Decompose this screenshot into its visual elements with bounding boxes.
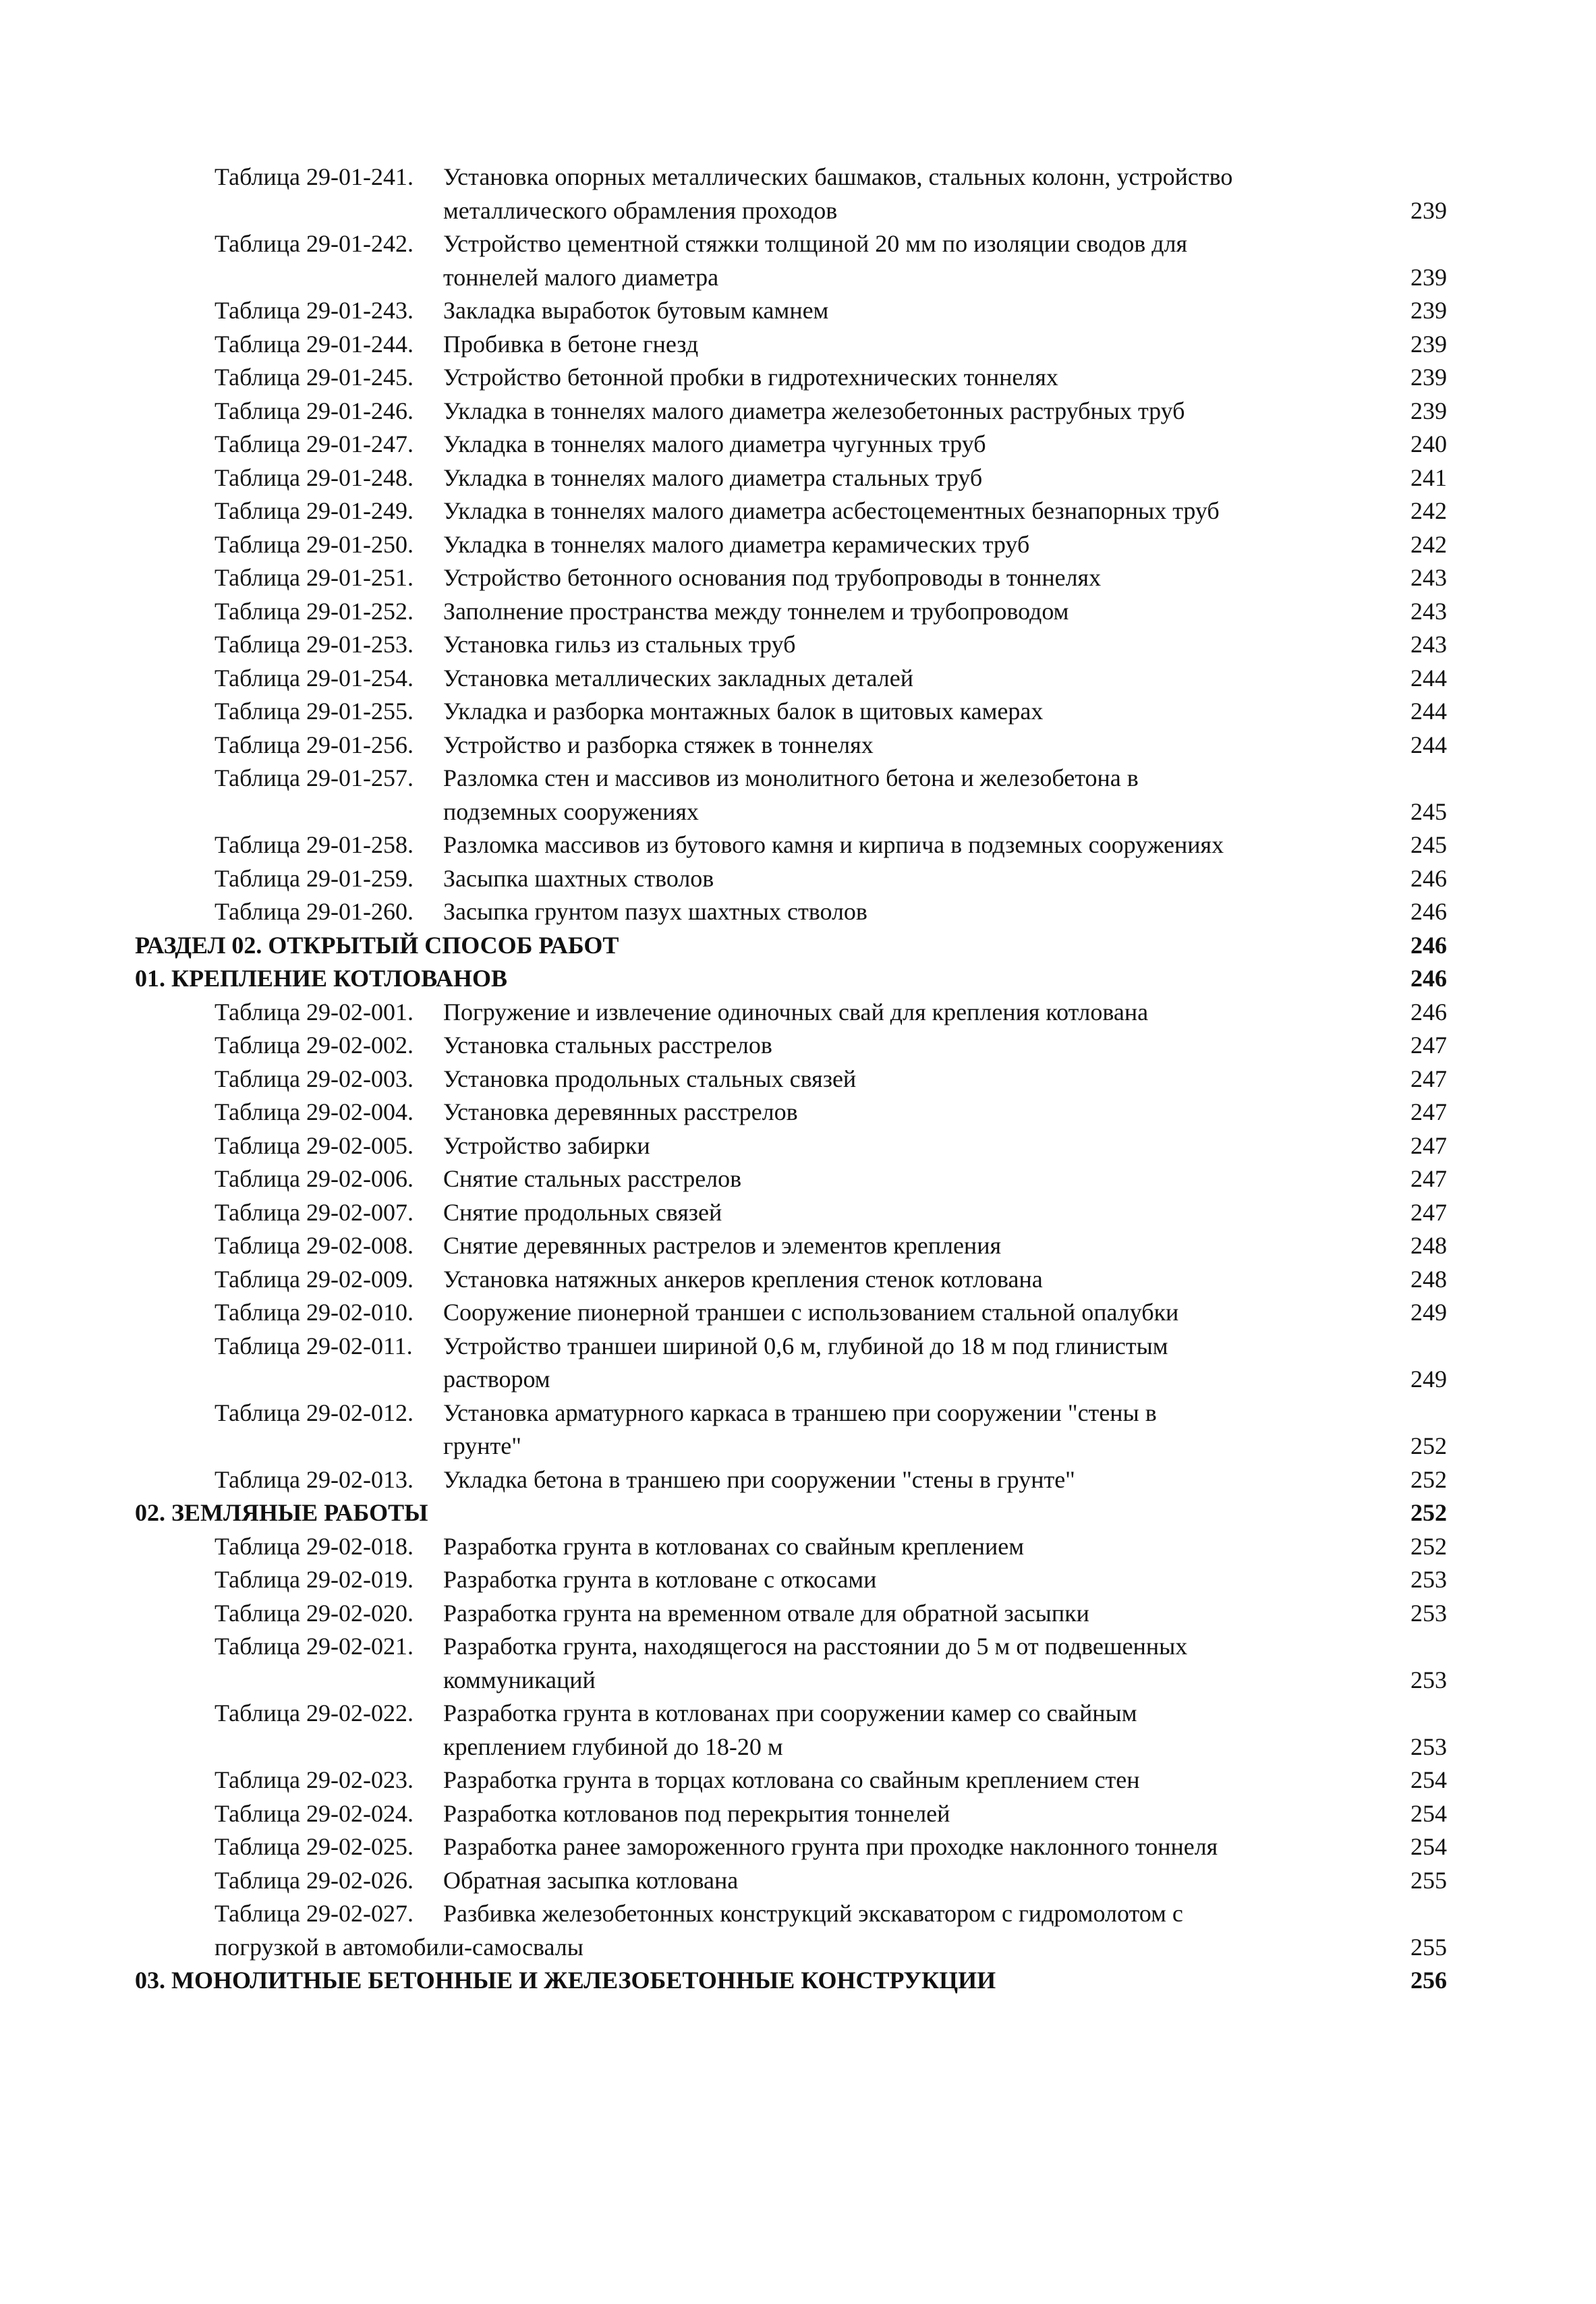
page-number: 248 [1410, 1265, 1447, 1293]
table-number: Таблица 29-02-021. [215, 1633, 414, 1660]
entry-title: Устройство траншеи шириной 0,6 м, глубиной до 18 м под глинистым [443, 1332, 1168, 1359]
table-number: Таблица 29-02-020. [215, 1599, 414, 1627]
entry-title: Устройство забирки [443, 1131, 650, 1159]
toc-entry[interactable] [0, 395, 1596, 428]
page-number: 239 [1410, 397, 1447, 424]
toc-entry[interactable] [0, 729, 1596, 762]
entry-title: Снятие стальных расстрелов [443, 1165, 742, 1192]
table-number: Таблица 29-01-253. [215, 631, 414, 658]
table-number: Таблица 29-02-012. [215, 1399, 414, 1426]
toc-entry[interactable] [0, 528, 1596, 562]
page-number: 244 [1410, 731, 1447, 758]
page-number: 239 [1410, 330, 1447, 358]
entry-title: Укладка в тоннелях малого диаметра керамических труб [443, 530, 1030, 558]
toc-entry[interactable] [0, 996, 1596, 1030]
table-number: Таблица 29-02-022. [215, 1699, 414, 1726]
page-number: 246 [1410, 965, 1447, 992]
entry-title: раствором [443, 1366, 550, 1393]
toc-entry-continuation [0, 1430, 1596, 1463]
table-number: Таблица 29-02-003. [215, 1065, 414, 1092]
page-number: 245 [1410, 797, 1447, 825]
page-number: 241 [1410, 463, 1447, 491]
page-number: 247 [1410, 1032, 1447, 1059]
table-number: Таблица 29-01-248. [215, 463, 414, 491]
page-number: 253 [1410, 1733, 1447, 1760]
toc-entry[interactable] [0, 1697, 1596, 1731]
entry-title: грунте" [443, 1432, 521, 1459]
page-number: 242 [1410, 530, 1447, 558]
table-number: Таблица 29-01-257. [215, 764, 414, 791]
toc-entry[interactable] [0, 1263, 1596, 1297]
toc-entry[interactable] [0, 1063, 1596, 1096]
page-number: 240 [1410, 430, 1447, 457]
table-number: Таблица 29-01-242. [215, 230, 414, 257]
page-number: 253 [1410, 1566, 1447, 1593]
toc-entry[interactable] [0, 1563, 1596, 1597]
toc-section-heading[interactable] [0, 929, 1596, 963]
toc-entry-continuation [0, 1931, 1596, 1965]
page-number: 252 [1410, 1499, 1447, 1526]
page-number: 247 [1410, 1198, 1447, 1226]
page-number: 255 [1410, 1933, 1447, 1961]
toc-entry[interactable] [0, 1897, 1596, 1931]
page-number: 244 [1410, 664, 1447, 692]
entry-title: Укладка в тоннелях малого диаметра асбестоцементных безнапорных труб [443, 497, 1220, 524]
table-number: Таблица 29-02-005. [215, 1131, 414, 1159]
toc-entry[interactable] [0, 1029, 1596, 1063]
entry-title: Установка арматурного каркаса в траншею при сооружении "стены в [443, 1399, 1157, 1426]
page-number: 246 [1410, 898, 1447, 925]
page-number: 245 [1410, 831, 1447, 858]
toc-entry-continuation [0, 1731, 1596, 1764]
entry-title: Укладка в тоннелях малого диаметра железобетонных раструбных труб [443, 397, 1185, 424]
toc-entry[interactable] [0, 461, 1596, 495]
entry-title: Укладка в тоннелях малого диаметра стальных труб [443, 463, 983, 491]
table-number: Таблица 29-02-007. [215, 1198, 414, 1226]
table-number: Таблица 29-01-249. [215, 497, 414, 524]
table-number: Таблица 29-02-023. [215, 1766, 414, 1793]
entry-title: Разбивка железобетонных конструкций экскаватором с гидромолотом с [443, 1900, 1183, 1927]
entry-title: Засыпка грунтом пазух шахтных стволов [443, 898, 867, 925]
toc-entry[interactable] [0, 1797, 1596, 1831]
toc-entry[interactable] [0, 328, 1596, 362]
table-number: Таблица 29-02-011. [215, 1332, 413, 1359]
toc-entry[interactable] [0, 428, 1596, 461]
table-number: Таблица 29-01-252. [215, 597, 414, 625]
toc-entry[interactable] [0, 1162, 1596, 1196]
entry-title: Устройство и разборка стяжек в тоннелях [443, 731, 874, 758]
entry-title: креплением глубиной до 18-20 м [443, 1733, 783, 1760]
table-number: Таблица 29-01-256. [215, 731, 414, 758]
entry-title: Устройство бетонной пробки в гидротехнических тоннелях [443, 364, 1058, 391]
entry-title: Снятие продольных связей [443, 1198, 722, 1226]
table-number: Таблица 29-02-006. [215, 1165, 414, 1192]
page-number: 247 [1410, 1165, 1447, 1192]
table-number: Таблица 29-02-004. [215, 1098, 414, 1125]
entry-title: Установка опорных металлических башмаков, стальных колонн, устройство [443, 163, 1233, 190]
table-number: Таблица 29-01-258. [215, 831, 414, 858]
table-number: Таблица 29-01-245. [215, 364, 414, 391]
entry-title: Разработка грунта на временном отвале для обратной засыпки [443, 1599, 1089, 1627]
toc-entry[interactable] [0, 561, 1596, 595]
table-number: Таблица 29-02-009. [215, 1265, 414, 1293]
page-number: 249 [1410, 1299, 1447, 1326]
table-number: Таблица 29-02-019. [215, 1566, 414, 1593]
toc-entry[interactable] [0, 662, 1596, 696]
table-number: Таблица 29-01-250. [215, 530, 414, 558]
toc-entry[interactable] [0, 1864, 1596, 1898]
entry-title: Установка деревянных расстрелов [443, 1098, 798, 1125]
entry-title: Устройство бетонного основания под трубопроводы в тоннелях [443, 564, 1102, 591]
table-number: Таблица 29-02-027. [215, 1900, 414, 1927]
entry-title: Установка продольных стальных связей [443, 1065, 857, 1092]
entry-title: Снятие деревянных растрелов и элементов крепления [443, 1232, 1002, 1259]
toc-entry[interactable] [0, 1597, 1596, 1631]
page-number: 246 [1410, 931, 1447, 959]
page-number: 244 [1410, 698, 1447, 725]
toc-entry[interactable] [0, 1096, 1596, 1129]
entry-title: Разработка ранее замороженного грунта при проходке наклонного тоннеля [443, 1833, 1218, 1860]
toc-entry-continuation [0, 795, 1596, 829]
page-number: 254 [1410, 1799, 1447, 1827]
entry-title: Укладка и разборка монтажных балок в щитовых камерах [443, 698, 1044, 725]
toc-entry[interactable] [0, 294, 1596, 328]
toc-entry[interactable] [0, 1397, 1596, 1430]
toc-entry[interactable] [0, 628, 1596, 662]
entry-title: Погружение и извлечение одиночных свай для крепления котлована [443, 998, 1149, 1025]
toc-entry[interactable] [0, 595, 1596, 629]
entry-title: Установка гильз из стальных труб [443, 631, 796, 658]
table-number: Таблица 29-02-002. [215, 1032, 414, 1059]
page-number: 256 [1410, 1967, 1447, 1994]
entry-title: Сооружение пионерной траншеи с использованием стальной опалубки [443, 1299, 1179, 1326]
entry-title: подземных сооружениях [443, 797, 699, 825]
toc-entry[interactable] [0, 828, 1596, 862]
entry-title: Разработка грунта, находящегося на расстоянии до 5 м от подвешенных [443, 1633, 1188, 1660]
page-number: 246 [1410, 864, 1447, 892]
toc-entry[interactable] [0, 161, 1596, 194]
table-number: Таблица 29-01-246. [215, 397, 414, 424]
toc-entry[interactable] [0, 1830, 1596, 1864]
table-number: Таблица 29-01-241. [215, 163, 414, 190]
entry-title: Разломка стен и массивов из монолитного бетона и железобетона в [443, 764, 1139, 791]
page-number: 253 [1410, 1666, 1447, 1693]
entry-title: Засыпка шахтных стволов [443, 864, 714, 892]
page-number: 249 [1410, 1366, 1447, 1393]
page-number: 255 [1410, 1866, 1447, 1894]
toc-entry-continuation [0, 1363, 1596, 1397]
toc-entry-continuation [0, 194, 1596, 228]
table-number: Таблица 29-02-025. [215, 1833, 414, 1860]
page-number: 243 [1410, 597, 1447, 625]
page-number: 239 [1410, 196, 1447, 224]
page-number: 246 [1410, 998, 1447, 1025]
toc-entry[interactable] [0, 495, 1596, 528]
page-number: 248 [1410, 1232, 1447, 1259]
section-title: 02. ЗЕМЛЯНЫЕ РАБОТЫ [135, 1499, 428, 1526]
table-number: Таблица 29-01-243. [215, 297, 414, 324]
table-number: Таблица 29-01-254. [215, 664, 414, 692]
toc-entry[interactable] [0, 1129, 1596, 1163]
toc-entry[interactable] [0, 762, 1596, 795]
entry-title: погрузкой в автомобили-самосвалы [215, 1933, 583, 1961]
entry-title: Разработка котлованов под перекрытия тоннелей [443, 1799, 950, 1827]
entry-title: металлического обрамления проходов [443, 196, 838, 224]
page-number: 254 [1410, 1833, 1447, 1860]
entry-title: коммуникаций [443, 1666, 596, 1693]
page-number: 247 [1410, 1065, 1447, 1092]
page-number: 243 [1410, 631, 1447, 658]
section-title: 03. МОНОЛИТНЫЕ БЕТОННЫЕ И ЖЕЛЕЗОБЕТОННЫЕ КОНСТРУКЦИИ [135, 1967, 996, 1994]
entry-title: Разработка грунта в котловане с откосами [443, 1566, 877, 1593]
page-number: 253 [1410, 1599, 1447, 1627]
table-number: Таблица 29-01-251. [215, 564, 414, 591]
table-number: Таблица 29-02-024. [215, 1799, 414, 1827]
entry-title: Обратная засыпка котлована [443, 1866, 739, 1894]
entry-title: Пробивка в бетоне гнезд [443, 330, 699, 358]
page-number: 252 [1410, 1532, 1447, 1560]
table-number: Таблица 29-02-001. [215, 998, 414, 1025]
table-number: Таблица 29-01-247. [215, 430, 414, 457]
toc-entry[interactable] [0, 1463, 1596, 1497]
toc-entry[interactable] [0, 1330, 1596, 1364]
table-number: Таблица 29-01-255. [215, 698, 414, 725]
toc-entry-continuation [0, 261, 1596, 295]
entry-title: тоннелей малого диаметра [443, 263, 719, 291]
table-number: Таблица 29-01-244. [215, 330, 414, 358]
entry-title: Закладка выработок бутовым камнем [443, 297, 829, 324]
page-number: 247 [1410, 1098, 1447, 1125]
page-number: 243 [1410, 564, 1447, 591]
entry-title: Установка металлических закладных деталей [443, 664, 913, 692]
entry-title: Разработка грунта в котлованах при сооружении камер со свайным [443, 1699, 1137, 1726]
page-number: 242 [1410, 497, 1447, 524]
entry-title: Укладка в тоннелях малого диаметра чугунных труб [443, 430, 986, 457]
table-number: Таблица 29-01-259. [215, 864, 414, 892]
toc-entry[interactable] [0, 1196, 1596, 1230]
toc-entry[interactable] [0, 227, 1596, 261]
table-number: Таблица 29-02-010. [215, 1299, 414, 1326]
toc-entry[interactable] [0, 1630, 1596, 1664]
table-number: Таблица 29-02-026. [215, 1866, 414, 1894]
entry-title: Установка стальных расстрелов [443, 1032, 772, 1059]
page-number: 252 [1410, 1432, 1447, 1459]
section-title: 01. КРЕПЛЕНИЕ КОТЛОВАНОВ [135, 965, 507, 992]
entry-title: Разработка грунта в котлованах со свайным креплением [443, 1532, 1025, 1560]
toc-entry-continuation [0, 1664, 1596, 1697]
section-title: РАЗДЕЛ 02. ОТКРЫТЫЙ СПОСОБ РАБОТ [135, 931, 619, 959]
page-number: 247 [1410, 1131, 1447, 1159]
page-number: 239 [1410, 297, 1447, 324]
toc-section-heading[interactable] [0, 1964, 1596, 1998]
toc-entry[interactable] [0, 361, 1596, 395]
toc-section-heading[interactable] [0, 962, 1596, 996]
page-number: 254 [1410, 1766, 1447, 1793]
toc-entry[interactable] [0, 1229, 1596, 1263]
toc-entry[interactable] [0, 895, 1596, 929]
toc-section-heading[interactable] [0, 1496, 1596, 1530]
entry-title: Укладка бетона в траншею при сооружении "стены в грунте" [443, 1465, 1075, 1493]
page-number: 239 [1410, 263, 1447, 291]
table-number: Таблица 29-01-260. [215, 898, 414, 925]
entry-title: Устройство цементной стяжки толщиной 20 мм по изоляции сводов для [443, 230, 1188, 257]
table-number: Таблица 29-02-008. [215, 1232, 414, 1259]
toc-entry[interactable] [0, 1530, 1596, 1564]
entry-title: Установка натяжных анкеров крепления стенок котлована [443, 1265, 1043, 1293]
table-number: Таблица 29-02-013. [215, 1465, 414, 1493]
toc-entry[interactable] [0, 1764, 1596, 1797]
toc-entry[interactable] [0, 1296, 1596, 1330]
entry-title: Заполнение пространства между тоннелем и трубопроводом [443, 597, 1069, 625]
toc-entry[interactable] [0, 695, 1596, 729]
entry-title: Разломка массивов из бутового камня и кирпича в подземных сооружениях [443, 831, 1224, 858]
page-number: 252 [1410, 1465, 1447, 1493]
toc-entry[interactable] [0, 862, 1596, 896]
page-number: 239 [1410, 364, 1447, 391]
table-number: Таблица 29-02-018. [215, 1532, 414, 1560]
entry-title: Разработка грунта в торцах котлована со свайным креплением стен [443, 1766, 1140, 1793]
